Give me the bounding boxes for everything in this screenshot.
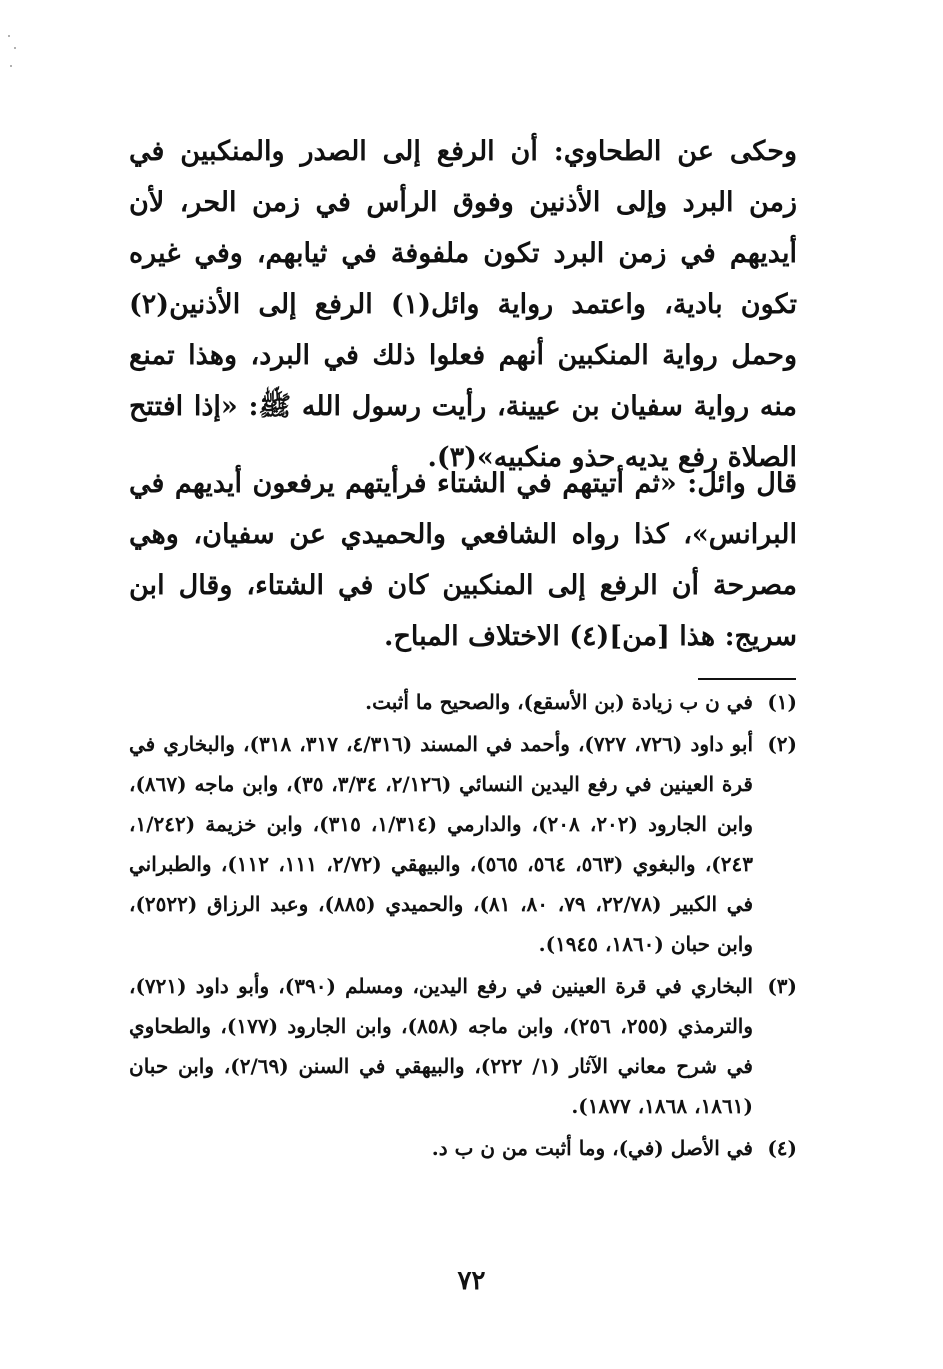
footnote-text: البخاري في قرة العينين في رفع اليدين، ومسلم (٣٩٠)، وأبو داود (٧٢١)، والترمذي (٢٥٥، ٢٥٦)، وابن ماجه (٨٥٨)، وابن الجارود (١٧٧)، والطحاوي في شرح معاني الآثار (١/ ٢٢٢)، والبيهقي في السنن (٢/٦٩)، وابن حبان (١٨٦١، ١٨٦٨، ١٨٧٧).: [129, 974, 754, 1118]
footnote-number: (٤): [767, 1136, 797, 1160]
footnote-number: (١): [767, 690, 797, 714]
footnote-1: [129, 682, 797, 722]
page-number: ٧٢: [457, 1266, 486, 1296]
footnote-number: (٣): [767, 974, 797, 998]
footnote-2: [129, 724, 797, 964]
body-paragraph-1: وحكى عن الطحاوي: أن الرفع إلى الصدر والمنكبين في زمن البرد وإلى الأذنين وفوق الرأس في زمن الحر، لأن أيديهم في زمن البرد تكون ملفوفة في ثيابهم، وفي غيره تكون بادية، واعتمد رواية وائل(١) الرفع إلى الأذنين(٢) وحمل رواية المنكبين أنهم فعلوا ذلك في البرد، وهذا تمنع منه رواية سفيان بن عيينة، رأيت رسول الله ﷺ: «إذا افتتح الصلاة رفع يديه حذو منكبيه»(٣).: [129, 136, 797, 473]
footnote-text: في الأصل (في)، وما أثبت من ن ب د.: [431, 1136, 753, 1160]
footnotes: [129, 682, 797, 1170]
body-paragraph-2: قال وائل: «ثم أتيتهم في الشتاء فرأيتهم يرفعون أيديهم في البرانس»، كذا رواه الشافعي والحميدي عن سفيان، وهي مصرحة أن الرفع إلى المنكبين كان في الشتاء، وقال ابن سريج: هذا [من](٤) الاختلاف المباح.: [129, 468, 797, 652]
footnote-3: [129, 966, 797, 1126]
footnote-number: (٢): [767, 732, 797, 756]
footnote-text: أبو داود (٧٢٦، ٧٢٧)، وأحمد في المسند (٤/٣١٦، ٣١٧، ٣١٨)، والبخاري في قرة العينين في رفع اليدين النسائي (٢/١٢٦، ٣/٣٤، ٣٥)، وابن ماجه (٨٦٧)، وابن الجارود (٢٠٢، ٢٠٨)، والدارمي (١/٣١٤، ٣١٥)، وابن خزيمة (١/٢٤٢، ٢٤٣)، والبغوي (٥٦٣، ٥٦٤، ٥٦٥)، والبيهقي (٢/٧٢، ١١١، ١١٢)، والطبراني في الكبير (٢٢/٧٨، ٧٩، ٨٠، ٨١)، والحميدي (٨٨٥)، وعبد الرزاق (٢٥٢٢)، وابن حبان (١٨٦٠، ١٩٤٥).: [129, 732, 754, 956]
footnote-text: في ن ب زيادة (بن الأسقع)، والصحيح ما أثبت.: [365, 690, 753, 714]
footnote-separator: [698, 678, 796, 680]
scan-specks: [6, 35, 20, 75]
footnote-4: [129, 1128, 797, 1168]
